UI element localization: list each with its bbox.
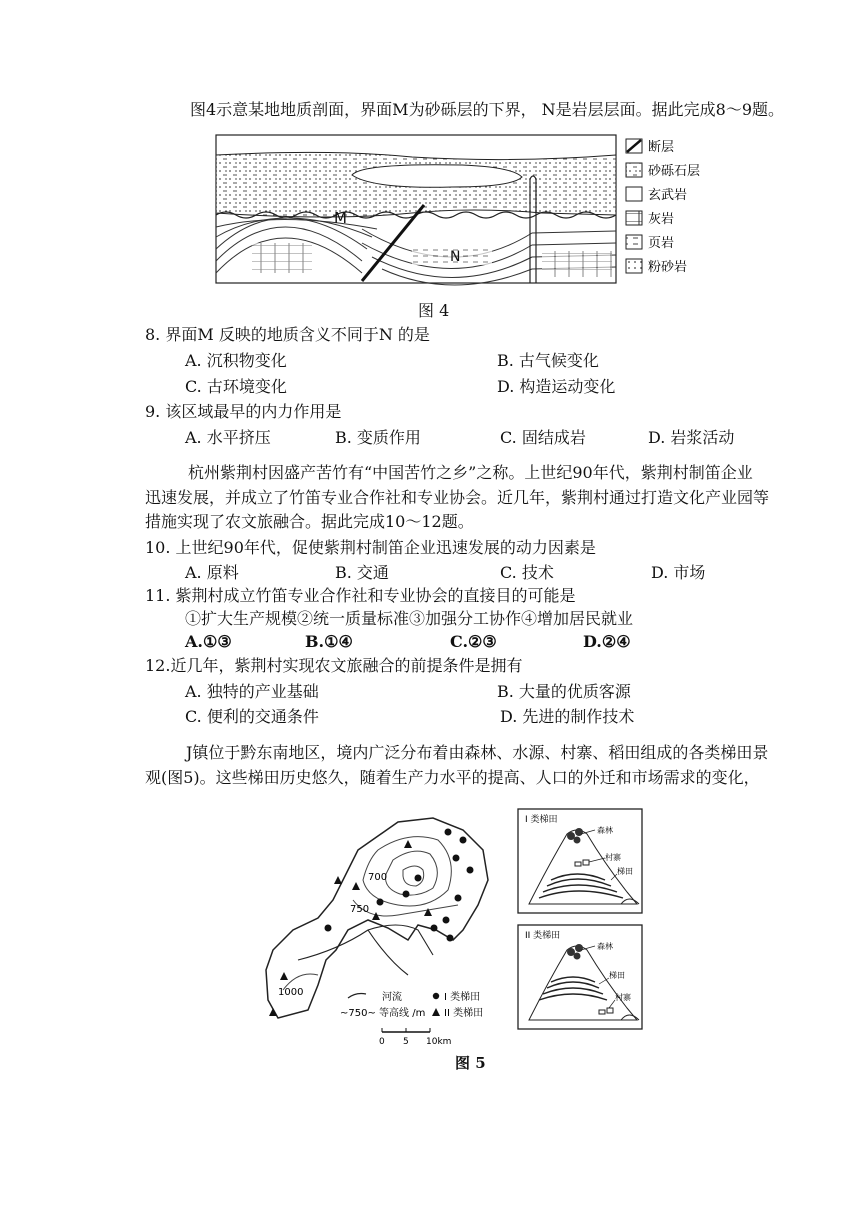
svg-text:0: 0 — [379, 1037, 385, 1047]
intro2-line2: 迅速发展，并成立了竹笛专业合作社和专业协会。近几年，紫荆村通过打造文化产业园等 — [145, 488, 770, 507]
legend-basalt: 玄武岩 — [648, 188, 688, 203]
q12-option-d: D. 先进的制作技术 — [500, 707, 635, 726]
q9-option-a: A. 水平挤压 — [185, 428, 271, 447]
legend-shale: 页岩 — [648, 236, 675, 251]
fig5-caption: 图 5 — [455, 1054, 486, 1072]
intro2-line1: 杭州紫荆村因盛产苦竹有“中国苦竹之乡”之称。上世纪90年代，紫荆村制笛企业 — [188, 463, 753, 482]
legend-gravel: 砂砾石层 — [648, 164, 701, 179]
intro2-line3: 措施实现了农文旅融合。据此完成10～12题。 — [145, 512, 474, 531]
scale-bar — [379, 1028, 451, 1047]
legend-limestone: 灰岩 — [648, 212, 675, 227]
figure-5-map — [258, 810, 508, 1050]
q8-option-c: C. 古环境变化 — [185, 377, 287, 396]
q10-stem: 10. 上世纪90年代，促使紫荆村制笛企业迅速发展的动力因素是 — [145, 538, 596, 557]
panel1-title: I 类梯田 — [525, 815, 558, 825]
svg-text:5: 5 — [403, 1037, 409, 1047]
q9-option-b: B. 变质作用 — [335, 428, 421, 447]
q12-option-b: B. 大量的优质客源 — [497, 682, 631, 701]
q11-option-d: D.②④ — [583, 632, 631, 651]
q10-option-d: D. 市场 — [651, 563, 706, 582]
legend-river: 河流 — [382, 992, 402, 1003]
panel2-title: II 类梯田 — [525, 931, 561, 941]
panel1-forest: 森林 — [597, 826, 613, 835]
q12-stem: 12.近几年，紫荆村实现农文旅融合的前提条件是拥有 — [145, 656, 523, 675]
q8-option-a: A. 沉积物变化 — [185, 351, 287, 370]
contour-750: 750 — [350, 904, 370, 915]
intro3-line1: J镇位于黔东南地区，境内广泛分布着由森林、水源、村寨、稻田组成的各类梯田景 — [186, 743, 769, 762]
q12-option-a: A. 独特的产业基础 — [185, 682, 319, 701]
panel2-terrace: 梯田 — [609, 971, 625, 980]
q11-items: ①扩大生产规模②统一质量标准③加强分工协作④增加居民就业 — [185, 609, 634, 628]
legend-type2: II 类梯田 — [444, 1008, 484, 1019]
q11-option-b: B.①④ — [305, 632, 353, 651]
label-n: N — [450, 249, 461, 265]
contour-700: 700 — [368, 872, 388, 883]
q9-option-d: D. 岩浆活动 — [648, 428, 735, 447]
q9-option-c: C. 固结成岩 — [500, 428, 586, 447]
q10-option-a: A. 原料 — [185, 563, 239, 582]
q8-option-d: D. 构造运动变化 — [497, 377, 616, 396]
legend-type1: I 类梯田 — [444, 992, 481, 1003]
q12-option-c: C. 便利的交通条件 — [185, 707, 319, 726]
intro3-line2: 观(图5)。这些梯田历史悠久，随着生产力水平的提高、人口的外迁和市场需求的变化， — [145, 768, 760, 787]
q8-stem: 8. 界面M 反映的地质含义不同于N 的是 — [145, 325, 430, 344]
q11-option-c: C.②③ — [450, 632, 497, 651]
intro-fig4: 图4示意某地地质剖面，界面M为砂砾层的下界， N是岩层层面。据此完成8～9题。 — [190, 100, 785, 119]
q11-stem: 11. 紫荆村成立竹笛专业合作社和专业协会的直接目的可能是 — [145, 586, 576, 605]
fig4-caption: 图 4 — [418, 301, 450, 320]
fig4-legend — [626, 139, 700, 275]
panel2-forest: 森林 — [597, 942, 613, 951]
q11-option-a: A.①③ — [185, 632, 232, 651]
figure-5-panel-type1 — [517, 808, 643, 914]
figure-4-cross-section — [212, 133, 732, 293]
svg-text:10km: 10km — [426, 1037, 452, 1047]
q10-option-c: C. 技术 — [500, 563, 554, 582]
legend-contour: ~750~ 等高线 /m — [340, 1008, 426, 1019]
legend-siltstone: 粉砂岩 — [648, 260, 688, 275]
q10-option-b: B. 交通 — [335, 563, 389, 582]
q8-option-b: B. 古气候变化 — [497, 351, 599, 370]
panel1-terrace: 梯田 — [617, 867, 633, 876]
contour-1000: 1000 — [278, 987, 304, 998]
legend-fault: 断层 — [648, 140, 675, 155]
panel2-village: 村寨 — [615, 993, 631, 1002]
label-m: M — [334, 209, 347, 227]
panel1-village: 村寨 — [605, 853, 621, 862]
q9-stem: 9. 该区域最早的内力作用是 — [145, 402, 342, 421]
figure-5-panel-type2 — [517, 924, 643, 1030]
